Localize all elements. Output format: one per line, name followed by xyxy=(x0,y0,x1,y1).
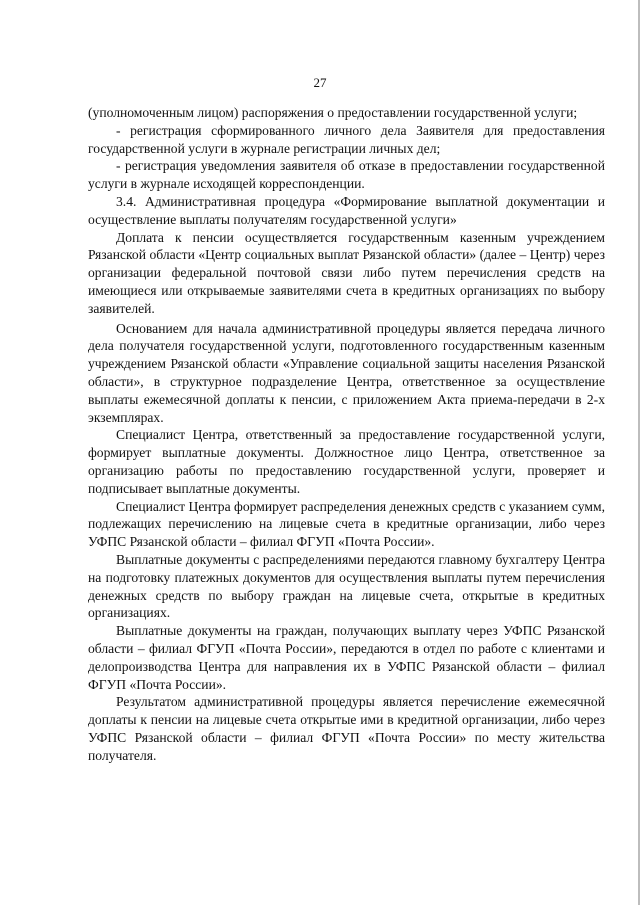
paragraph-result: Результатом административной процедуры является перечисление ежемесячной доплаты к пенсии на лицевые счета открытые ими в кредитной организации, либо через УФПС Рязанской области – филиал ФГУП «Почта России» по месту жительства получателя. xyxy=(88,694,605,763)
paragraph-grounds: Основанием для начала административной процедуры является передача личного дела получателя государственной услуги, подготовленного государственным казенным учреждением Рязанской области «Управление социальной защиты населения Рязанской области», в структурное подразделение Центра, ответственное за осуществление выплаты ежемесячной доплаты к пенсии, с приложением Акта приема-передачи в 2-х экземплярах. xyxy=(88,320,605,425)
paragraph-continuation: (уполномоченным лицом) распоряжения о предоставлении государственной услуги; xyxy=(88,105,578,120)
page-number: 27 xyxy=(313,75,327,90)
paragraph-registration-personal-file: - регистрация сформированного личного дела Заявителя для предоставления государственной услуги в журнале регистрации личных дел; xyxy=(88,122,605,156)
section-heading-3-4: 3.4. Административная процедура «Формирование выплатной документации и осуществление выплаты получателям государственной услуги» xyxy=(88,193,605,227)
paragraph-chief-accountant: Выплатные документы с распределениями передаются главному бухгалтеру Центра на подготовку платежных документов для осуществления выплаты путем перечисления денежных средств по выбору граждан на лицевые счета, открытые в кредитных организациях. xyxy=(88,551,605,621)
paragraph-specialist-documents: Специалист Центра, ответственный за предоставление государственной услуги, формирует выплатные документы. Должностное лицо Центра, ответственное за организацию работы по предоставлению государственной услуги, проверяет и подписывает выплатные документы. xyxy=(88,427,605,496)
paragraph-post-office: Выплатные документы на граждан, получающих выплату через УФПС Рязанской области – филиал ФГУП «Почта России», передаются в отдел по работе с клиентами и делопроизводства Центра для направления их в УФПС Рязанской области – филиал ФГУП «Почта России». xyxy=(88,623,605,692)
paragraph-registration-refusal-notice: - регистрация уведомления заявителя об отказе в предоставлении государственной услуги в журнале исходящей корреспонденции. xyxy=(88,158,605,192)
paragraph-distribution: Специалист Центра формирует распределения денежных средств с указанием сумм, подлежащих перечислению на лицевые счета в кредитные организации, либо через УФПС Рязанской области – филиал ФГУП «Почта России». xyxy=(88,498,605,550)
paragraph-pension-supplement: Доплата к пенсии осуществляется государственным казенным учреждением Рязанской области «Центр социальных выплат Рязанской области» (далее – Центр) через организации федеральной почтовой связи либо путем перечисления средств на имеющиеся или открываемые заявителями счета в кредитных организациях по выбору заявителей. xyxy=(88,229,605,316)
document-body xyxy=(88,104,605,764)
